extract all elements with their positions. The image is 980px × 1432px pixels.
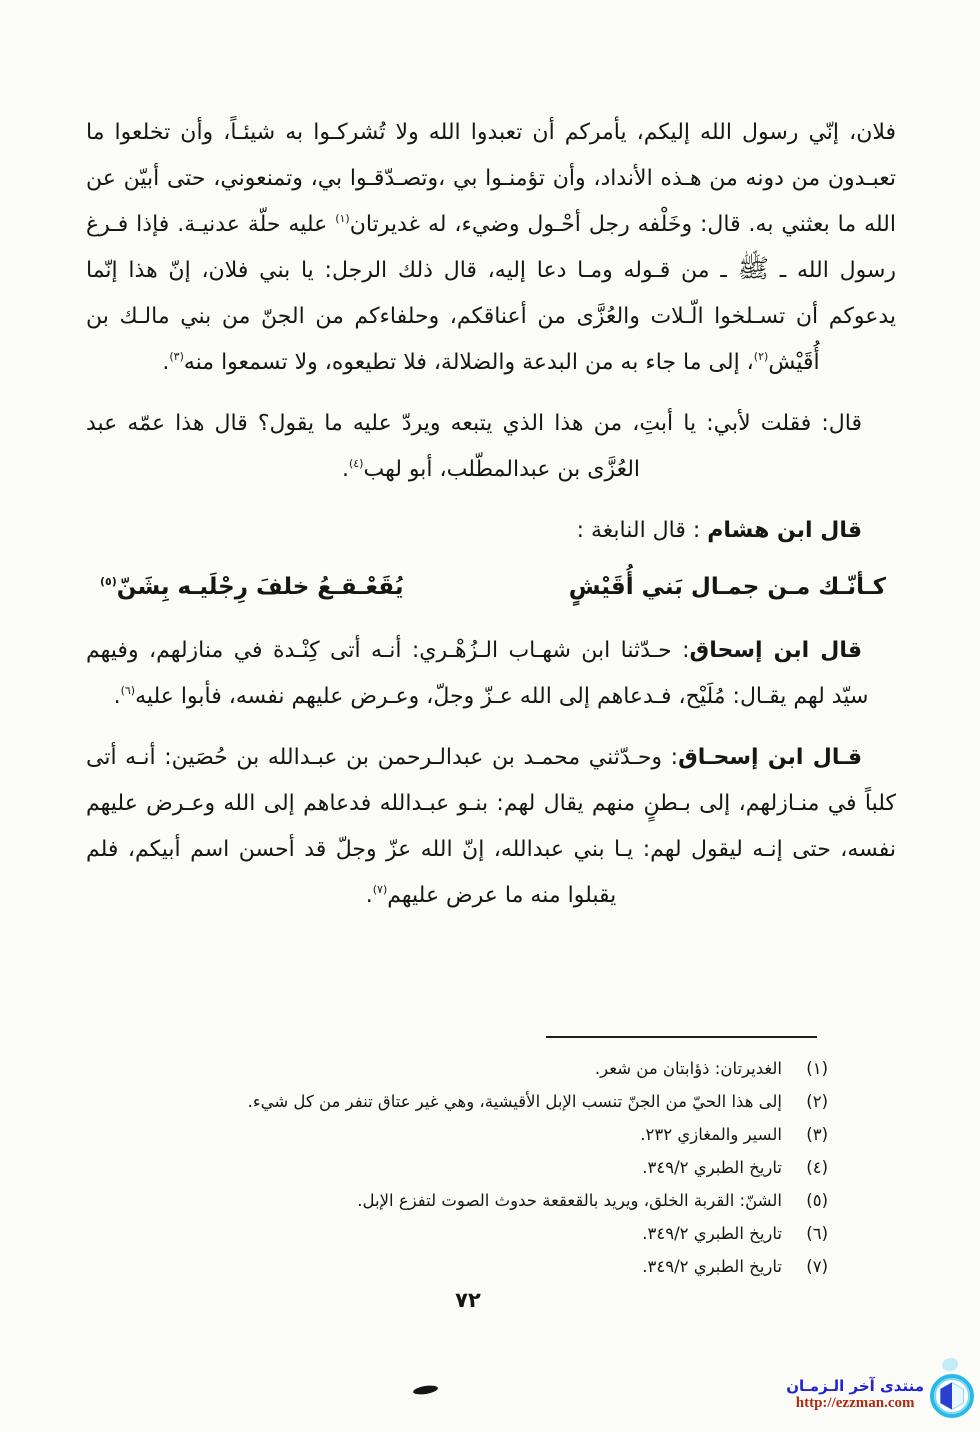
- footnote-text: تاريخ الطبري ٣٤٩/٢.: [642, 1158, 782, 1177]
- footnote-text: الشنّ: القربة الخلق، ويريد بالقعقعة حدوث الصوت لتفزع الإبل.: [357, 1191, 782, 1210]
- footnotes-section: [122, 1052, 828, 1283]
- footnote-ref: (٦): [120, 684, 136, 697]
- footnote-item: [122, 1184, 828, 1217]
- body-paragraph: قال ابن إسحاق: حـدّثنا ابن شهـاب الـزُهْـري: أنـه أتى كِنْـدة في منازلهم، وفيهم سيّد لهم يقـال: مُلَيْح، فـدعاهم إلى الله عـزّ وجلّ، وعـرض عليهم نفسه، فأبوا عليه$^{(٦)}$.: [86, 638, 869, 709]
- watermark-url-link[interactable]: http://ezzman.com: [795, 1394, 915, 1411]
- body-paragraph: قال: فقلت لأبي: يا أبتِ، من هذا الذي يتبعه ويردّ عليه ما يقول؟ قال هذا عمّه عبد العُزَّى بن عبدالمطّلب، أبو لهب$^{(٤)}$.: [86, 411, 862, 482]
- main-text-block: [86, 110, 896, 934]
- watermark: [786, 1374, 974, 1418]
- footnote-separator: [546, 1036, 817, 1038]
- footnote-item: [122, 1250, 828, 1283]
- speaker-name: قـال ابن إسحـاق: [678, 745, 862, 770]
- footnote-ref: (٢): [753, 350, 769, 363]
- footnote-ref: (١): [335, 212, 350, 225]
- footnote-item: [122, 1085, 828, 1118]
- footnote-item: [122, 1151, 828, 1184]
- watermark-text: [786, 1377, 924, 1416]
- hexagon-logo-icon: [930, 1374, 974, 1418]
- footnote-number: (٣): [806, 1125, 828, 1144]
- footnote-number: (٧): [806, 1257, 828, 1276]
- ink-smudge: [413, 1384, 439, 1396]
- speaker-rest: : قال النابغة :: [576, 518, 708, 543]
- footnote-text: تاريخ الطبري ٣٤٩/٢.: [642, 1224, 782, 1243]
- footnote-text: السير والمغازي ٢٣٢.: [640, 1125, 782, 1144]
- footnote-text: إلى هذا الحيّ من الجنّ تنسب الإبل الأقيشية، وهي غير عتاق تنفر من كل شيء.: [247, 1092, 782, 1111]
- pbuh-honorific-icon: ﷺ: [737, 254, 769, 284]
- verse-right-hemistich: كـأنّـك مـن جمـال بَني أُقَيْشٍ: [568, 574, 886, 600]
- scan-smudge-icon: [942, 1358, 958, 1371]
- verse-left-hemistich: يُقَعْـقـعُ خلفَ رِجْلَيـه بِشَنّ$^{(٥)}$: [100, 574, 404, 600]
- speaker-attribution-line: [86, 508, 896, 554]
- footnote-ref: (٤): [348, 457, 364, 470]
- speaker-name: قال ابن إسحاق: [689, 638, 862, 663]
- footnote-text: تاريخ الطبري ٣٤٩/٢.: [642, 1257, 782, 1276]
- footnote-ref: (٣): [169, 350, 184, 363]
- body-paragraph: قـال ابن إسحـاق: وحـدّثني محمـد بن عبدالـرحمن بن عبـدالله بن حُصَين: أنـه أتى كلباً في منـازلهم، إلى بـطنٍ منهم يقال لهم: بنـو عبـدالله فدعاهم إلى الله وعـرض عليهم نفسه، حتى إنـه ليقول لهم: يـا بني عبدالله، إنّ الله عزّ وجلّ قد أحسن اسم أبيكم، فلم يقبلوا منه ما عرض عليهم$^{(٧)}$.: [86, 745, 896, 908]
- footnote-number: (١): [806, 1059, 828, 1078]
- page-number: ٧٢: [455, 1288, 481, 1312]
- watermark-forum-name: منتدى آخر الـزمـان: [786, 1376, 924, 1395]
- footnote-ref: (٧): [372, 883, 388, 896]
- footnote-number: (٥): [806, 1191, 828, 1210]
- footnote-ref: (٥): [100, 575, 117, 588]
- footnote-number: (٦): [806, 1224, 828, 1243]
- watermark-logo-icon: [930, 1374, 974, 1418]
- speaker-name: قال ابن هشام: [707, 518, 862, 543]
- poetry-verse: [100, 564, 886, 610]
- footnote-number: (٤): [806, 1158, 828, 1177]
- footnote-item: [122, 1052, 828, 1085]
- footnote-text: الغديرتان: ذؤابتان من شعر.: [594, 1059, 782, 1078]
- footnote-item: [122, 1217, 828, 1250]
- footnote-item: [122, 1118, 828, 1151]
- body-paragraph: فلان، إنّي رسول الله إليكم، يأمركم أن تعبدوا الله ولا تُشركـوا به شيئـاً، وأن تخلعوا ما تعبـدون من دونه من هـذه الأنداد، وأن تؤمنـوا بي ،وتصـدّقـوا بي، وتمنعوني، حتى أبيّن عن الله ما بعثني به. قال: وخَلْفه رجل أحْـول وضيء، له غديرتان$^{(١)}$ عليه حلّة عدنيـة. فإذا فـرغ رسول الله ـ ﷺ ـ من قـوله ومـا دعا إليه، قال ذلك الرجل: يا بني فلان، إنّ هذا إنّما يدعوكم أن تسـلخوا الّـلات والعُزَّى من أعناقكم، وحلفاءكم من الجنّ من بني مالـك بن أُقَيْش$^{(٢)}$، إلى ما جاء به من البدعة والضلالة، فلا تطيعوه، ولا تسمعوا منه$^{(٣)}$.: [86, 120, 896, 375]
- footnote-number: (٢): [806, 1092, 828, 1111]
